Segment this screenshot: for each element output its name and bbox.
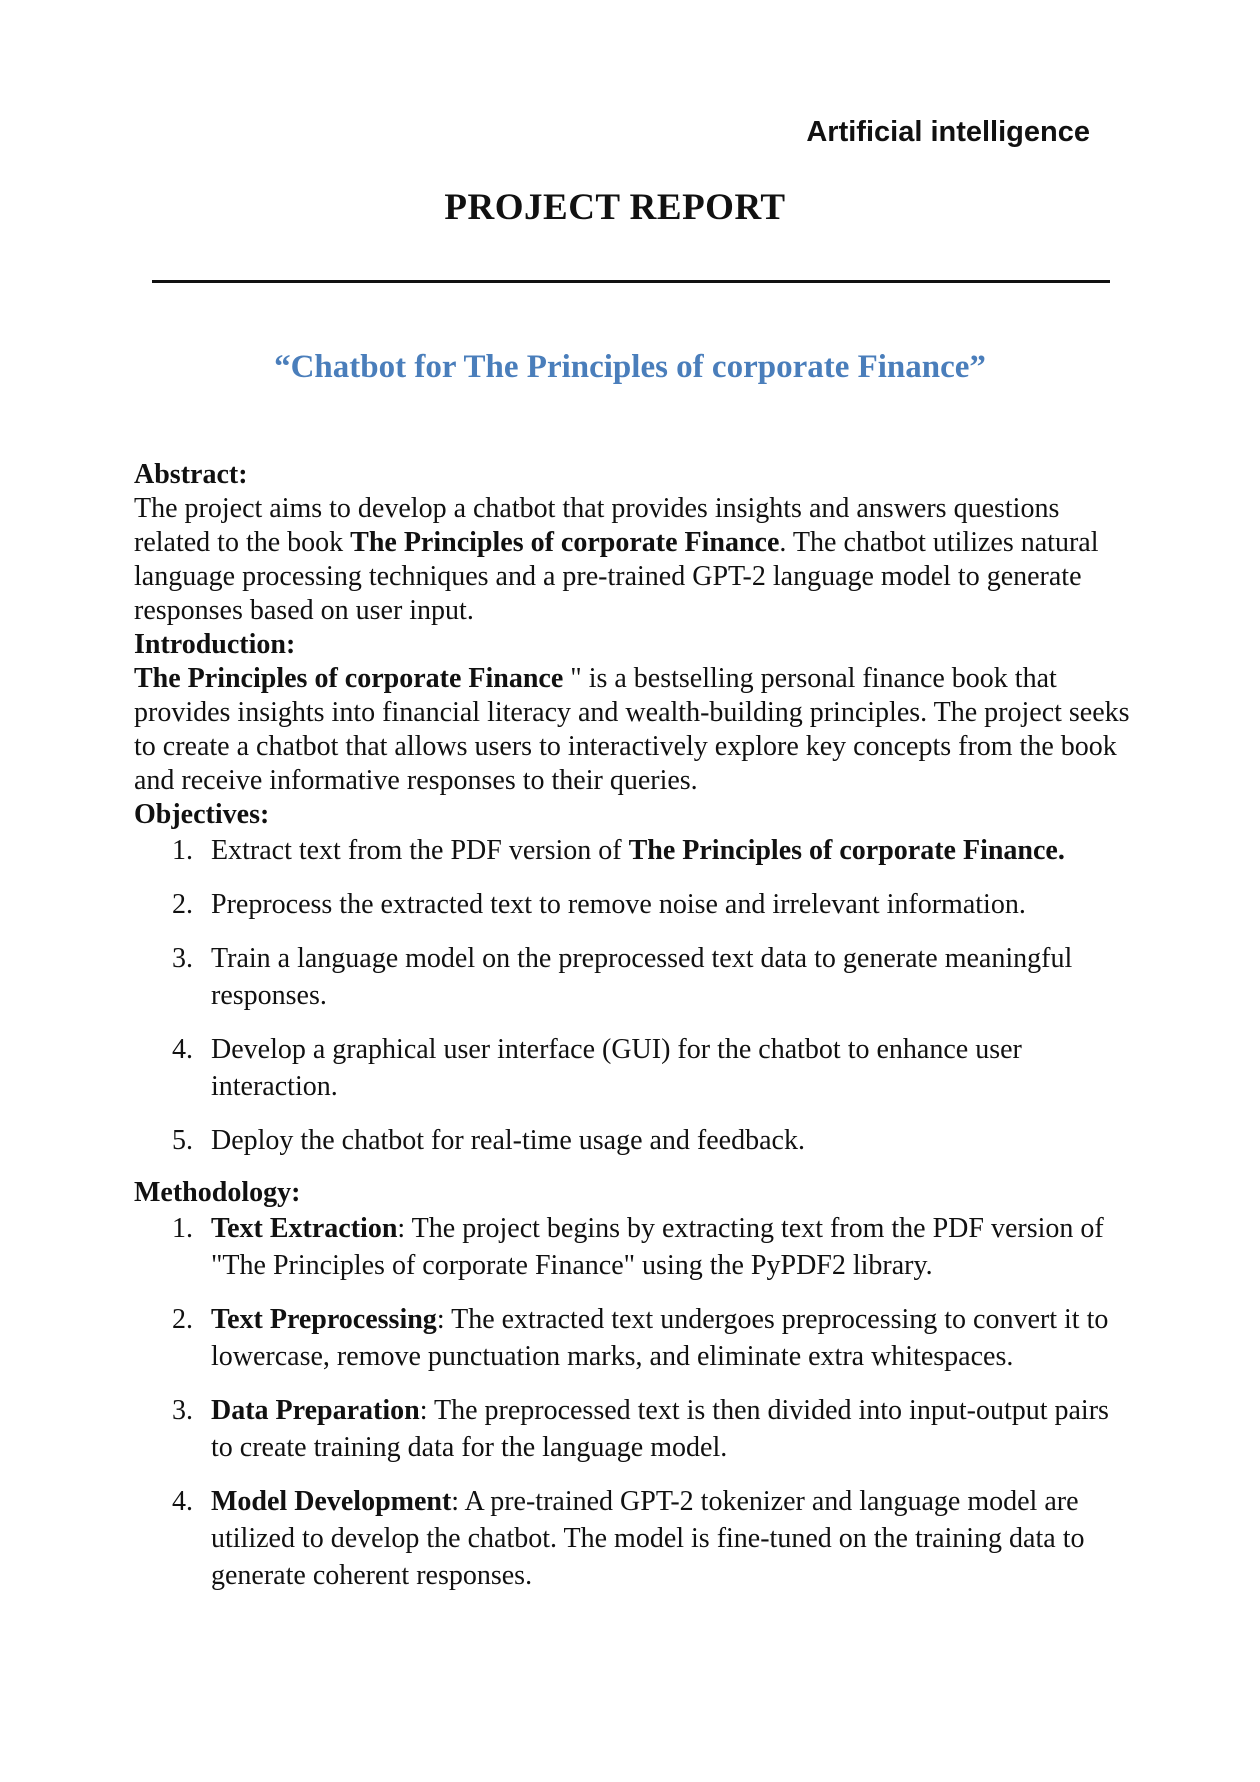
list-term: Model Development [211,1486,452,1517]
abstract-book-title: The Principles of corporate Finance [350,527,780,558]
report-body [134,458,1130,1611]
list-number: 1. [172,835,193,866]
project-title: “Chatbot for The Principles of corporate Finance” [274,349,986,385]
abstract-section [134,458,1130,628]
subject-label: Artificial intelligence [806,116,1090,148]
introduction-text-part: " is a bestselling personal finance book that provides insights into financial literacy and wealth-building principles. The project seeks to create a chatbot that allows users to interactively explore key concepts from the book and receive informative responses to their queries. [134,663,1130,796]
list-number: 2. [172,1304,193,1335]
abstract-text-part: The project aims to develop a chatbot that provides insights and answers questions related to the book [134,493,1060,558]
list-item [134,1483,1130,1594]
list-bold-text: The Principles of corporate Finance. [628,835,1065,866]
list-number: 5. [172,1125,193,1156]
list-text: Extract text from the PDF version of [211,835,629,866]
list-item [134,1392,1130,1466]
list-term: Text Preprocessing [211,1304,437,1335]
list-item [134,1122,1130,1159]
introduction-heading: Introduction: [134,629,296,660]
list-text: Preprocess the extracted text to remove noise and irrelevant information. [211,889,1026,920]
list-number: 4. [172,1034,193,1065]
list-text: Train a language model on the preprocessed text data to generate meaningful responses. [211,943,1073,1011]
title-divider [152,280,1110,283]
abstract-text-part: . The chatbot utilizes natural language processing techniques and a pre-trained GPT-2 language model to generate responses based on user input. [134,527,1099,626]
list-number: 2. [172,889,193,920]
list-text: : The project begins by extracting text from the PDF version of "The Principles of corporate Finance" using the PyPDF2 library. [211,1213,1104,1281]
methodology-section [134,1176,1130,1594]
list-number: 3. [172,1395,193,1426]
list-text: : A pre-trained GPT-2 tokenizer and language model are utilized to develop the chatbot. The model is fine-tuned on the training data to generate coherent responses. [211,1486,1085,1591]
introduction-text [134,662,1130,798]
list-text: Develop a graphical user interface (GUI) for the chatbot to enhance user interaction. [211,1034,1022,1102]
list-item [134,940,1130,1014]
list-item [134,1301,1130,1375]
list-term: Text Extraction [211,1213,398,1244]
list-text: Deploy the chatbot for real-time usage and feedback. [211,1125,805,1156]
report-title: PROJECT REPORT [444,187,786,228]
list-item [134,832,1130,869]
abstract-text [134,492,1130,628]
list-text: : The extracted text undergoes preprocessing to convert it to lowercase, remove punctuation marks, and eliminate extra whitespaces. [211,1304,1109,1372]
list-number: 1. [172,1213,193,1244]
list-item [134,1210,1130,1284]
list-item [134,1031,1130,1105]
methodology-list [134,1210,1130,1594]
introduction-book-title: The Principles of corporate Finance [134,663,564,694]
methodology-heading: Methodology: [134,1177,301,1208]
abstract-heading: Abstract: [134,459,248,490]
objectives-list [134,832,1130,1159]
list-item [134,886,1130,923]
list-term: Data Preparation [211,1395,420,1426]
objectives-heading: Objectives: [134,799,270,830]
list-number: 4. [172,1486,193,1517]
list-text: : The preprocessed text is then divided into input-output pairs to create training data for the language model. [211,1395,1109,1463]
objectives-section [134,798,1130,1159]
introduction-section [134,628,1130,798]
list-number: 3. [172,943,193,974]
